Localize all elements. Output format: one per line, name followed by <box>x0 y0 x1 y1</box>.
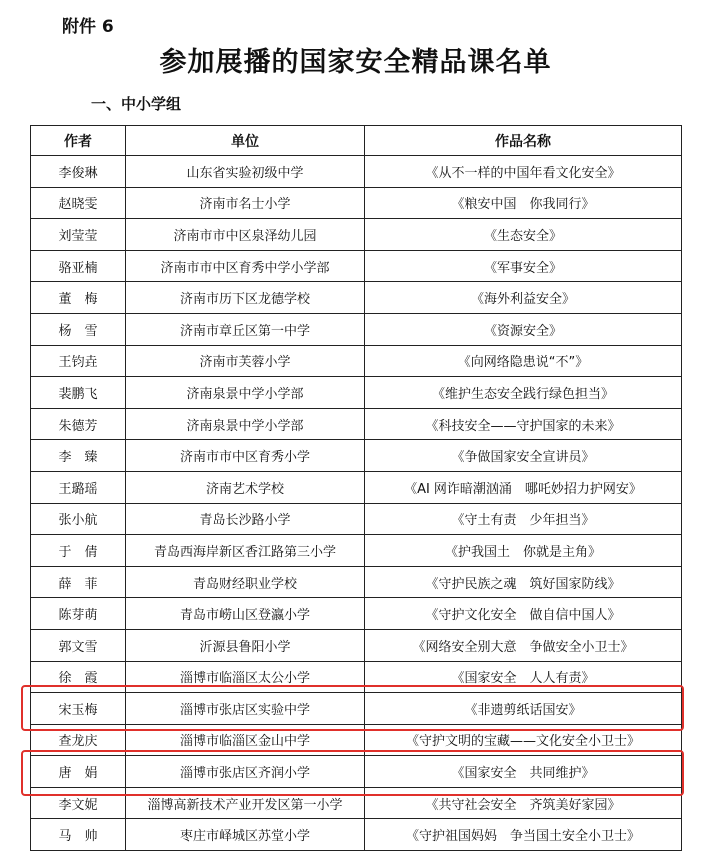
table-row <box>31 471 682 503</box>
table-row <box>31 408 682 440</box>
cell-organization: 济南市市中区育秀小学 <box>126 440 365 472</box>
table-row <box>31 250 682 282</box>
cell-work-title: 《守护祖国妈妈 争当国土安全小卫士》 <box>365 819 682 851</box>
table-row <box>31 187 682 219</box>
table-row <box>31 156 682 188</box>
cell-work-title: 《国家安全 人人有责》 <box>365 661 682 693</box>
cell-author: 于 倩 <box>31 535 126 567</box>
cell-work-title: 《资源安全》 <box>365 313 682 345</box>
cell-work-title: 《非遗剪纸话国安》 <box>365 693 682 725</box>
cell-organization: 济南市芙蓉小学 <box>126 345 365 377</box>
table-row <box>31 787 682 819</box>
cell-organization: 青岛长沙路小学 <box>126 503 365 535</box>
header-organization: 单位 <box>126 126 365 156</box>
cell-author: 刘莹莹 <box>31 219 126 251</box>
cell-work-title: 《AI 网诈暗潮汹涌 哪吒妙招力护网安》 <box>365 471 682 503</box>
cell-organization: 淄博市临淄区金山中学 <box>126 724 365 756</box>
cell-work-title: 《共守社会安全 齐筑美好家园》 <box>365 787 682 819</box>
table-row <box>31 345 682 377</box>
table-row <box>31 313 682 345</box>
cell-organization: 沂源县鲁阳小学 <box>126 629 365 661</box>
cell-author: 王钧垚 <box>31 345 126 377</box>
cell-organization: 济南泉景中学小学部 <box>126 377 365 409</box>
cell-author: 唐 娟 <box>31 756 126 788</box>
cell-author: 杨 雪 <box>31 313 126 345</box>
cell-work-title: 《生态安全》 <box>365 219 682 251</box>
cell-author: 马 帅 <box>31 819 126 851</box>
cell-work-title: 《粮安中国 你我同行》 <box>365 187 682 219</box>
table-row <box>31 503 682 535</box>
cell-author: 张小航 <box>31 503 126 535</box>
cell-work-title: 《从不一样的中国年看文化安全》 <box>365 156 682 188</box>
cell-work-title: 《科技安全——守护国家的未来》 <box>365 408 682 440</box>
cell-organization: 济南市市中区泉泽幼儿园 <box>126 219 365 251</box>
table-row <box>31 377 682 409</box>
cell-work-title: 《维护生态安全践行绿色担当》 <box>365 377 682 409</box>
section-heading: 一、中小学组 <box>91 95 182 113</box>
cell-author: 骆亚楠 <box>31 250 126 282</box>
cell-organization: 济南市名士小学 <box>126 187 365 219</box>
attachment-label: 附件 6 <box>62 17 114 37</box>
cell-organization: 济南泉景中学小学部 <box>126 408 365 440</box>
page-title: 参加展播的国家安全精品课名单 <box>159 47 552 78</box>
cell-organization: 淄博高新技术产业开发区第一小学 <box>126 787 365 819</box>
cell-organization: 淄博市临淄区太公小学 <box>126 661 365 693</box>
cell-organization: 济南艺术学校 <box>126 471 365 503</box>
cell-organization: 济南市市中区育秀中学小学部 <box>126 250 365 282</box>
cell-author: 赵晓雯 <box>31 187 126 219</box>
cell-organization: 青岛市崂山区登瀛小学 <box>126 598 365 630</box>
cell-author: 朱德芳 <box>31 408 126 440</box>
table-row <box>31 440 682 472</box>
cell-work-title: 《守护文化安全 做自信中国人》 <box>365 598 682 630</box>
header-author: 作者 <box>31 126 126 156</box>
table-row <box>31 756 682 788</box>
cell-author: 董 梅 <box>31 282 126 314</box>
course-list-table <box>30 125 682 851</box>
cell-organization: 淄博市张店区齐润小学 <box>126 756 365 788</box>
cell-author: 陈芽萌 <box>31 598 126 630</box>
cell-organization: 淄博市张店区实验中学 <box>126 693 365 725</box>
cell-work-title: 《网络安全别大意 争做安全小卫士》 <box>365 629 682 661</box>
table-row <box>31 661 682 693</box>
cell-work-title: 《守护民族之魂 筑好国家防线》 <box>365 566 682 598</box>
cell-organization: 青岛财经职业学校 <box>126 566 365 598</box>
cell-work-title: 《海外利益安全》 <box>365 282 682 314</box>
header-work-title: 作品名称 <box>365 126 682 156</box>
cell-organization: 济南市章丘区第一中学 <box>126 313 365 345</box>
cell-author: 薛 菲 <box>31 566 126 598</box>
cell-author: 查龙庆 <box>31 724 126 756</box>
table-row <box>31 629 682 661</box>
table-row <box>31 566 682 598</box>
cell-organization: 枣庄市峄城区苏堂小学 <box>126 819 365 851</box>
cell-work-title: 《向网络隐患说“不”》 <box>365 345 682 377</box>
table-row <box>31 598 682 630</box>
cell-work-title: 《国家安全 共同维护》 <box>365 756 682 788</box>
table-row <box>31 219 682 251</box>
cell-work-title: 《军事安全》 <box>365 250 682 282</box>
cell-author: 裴鹏飞 <box>31 377 126 409</box>
cell-work-title: 《守护文明的宝藏——文化安全小卫士》 <box>365 724 682 756</box>
cell-work-title: 《争做国家安全宣讲员》 <box>365 440 682 472</box>
cell-author: 徐 霞 <box>31 661 126 693</box>
table-row <box>31 282 682 314</box>
cell-organization: 山东省实验初级中学 <box>126 156 365 188</box>
table-row <box>31 535 682 567</box>
table-header-row <box>31 126 682 156</box>
cell-author: 郭文雪 <box>31 629 126 661</box>
cell-organization: 济南市历下区龙德学校 <box>126 282 365 314</box>
cell-author: 李俊琳 <box>31 156 126 188</box>
cell-work-title: 《守土有责 少年担当》 <box>365 503 682 535</box>
table-row <box>31 724 682 756</box>
cell-author: 李文妮 <box>31 787 126 819</box>
table-row <box>31 693 682 725</box>
cell-work-title: 《护我国土 你就是主角》 <box>365 535 682 567</box>
table-row <box>31 819 682 851</box>
cell-author: 宋玉梅 <box>31 693 126 725</box>
cell-organization: 青岛西海岸新区香江路第三小学 <box>126 535 365 567</box>
cell-author: 李 臻 <box>31 440 126 472</box>
cell-author: 王璐瑶 <box>31 471 126 503</box>
